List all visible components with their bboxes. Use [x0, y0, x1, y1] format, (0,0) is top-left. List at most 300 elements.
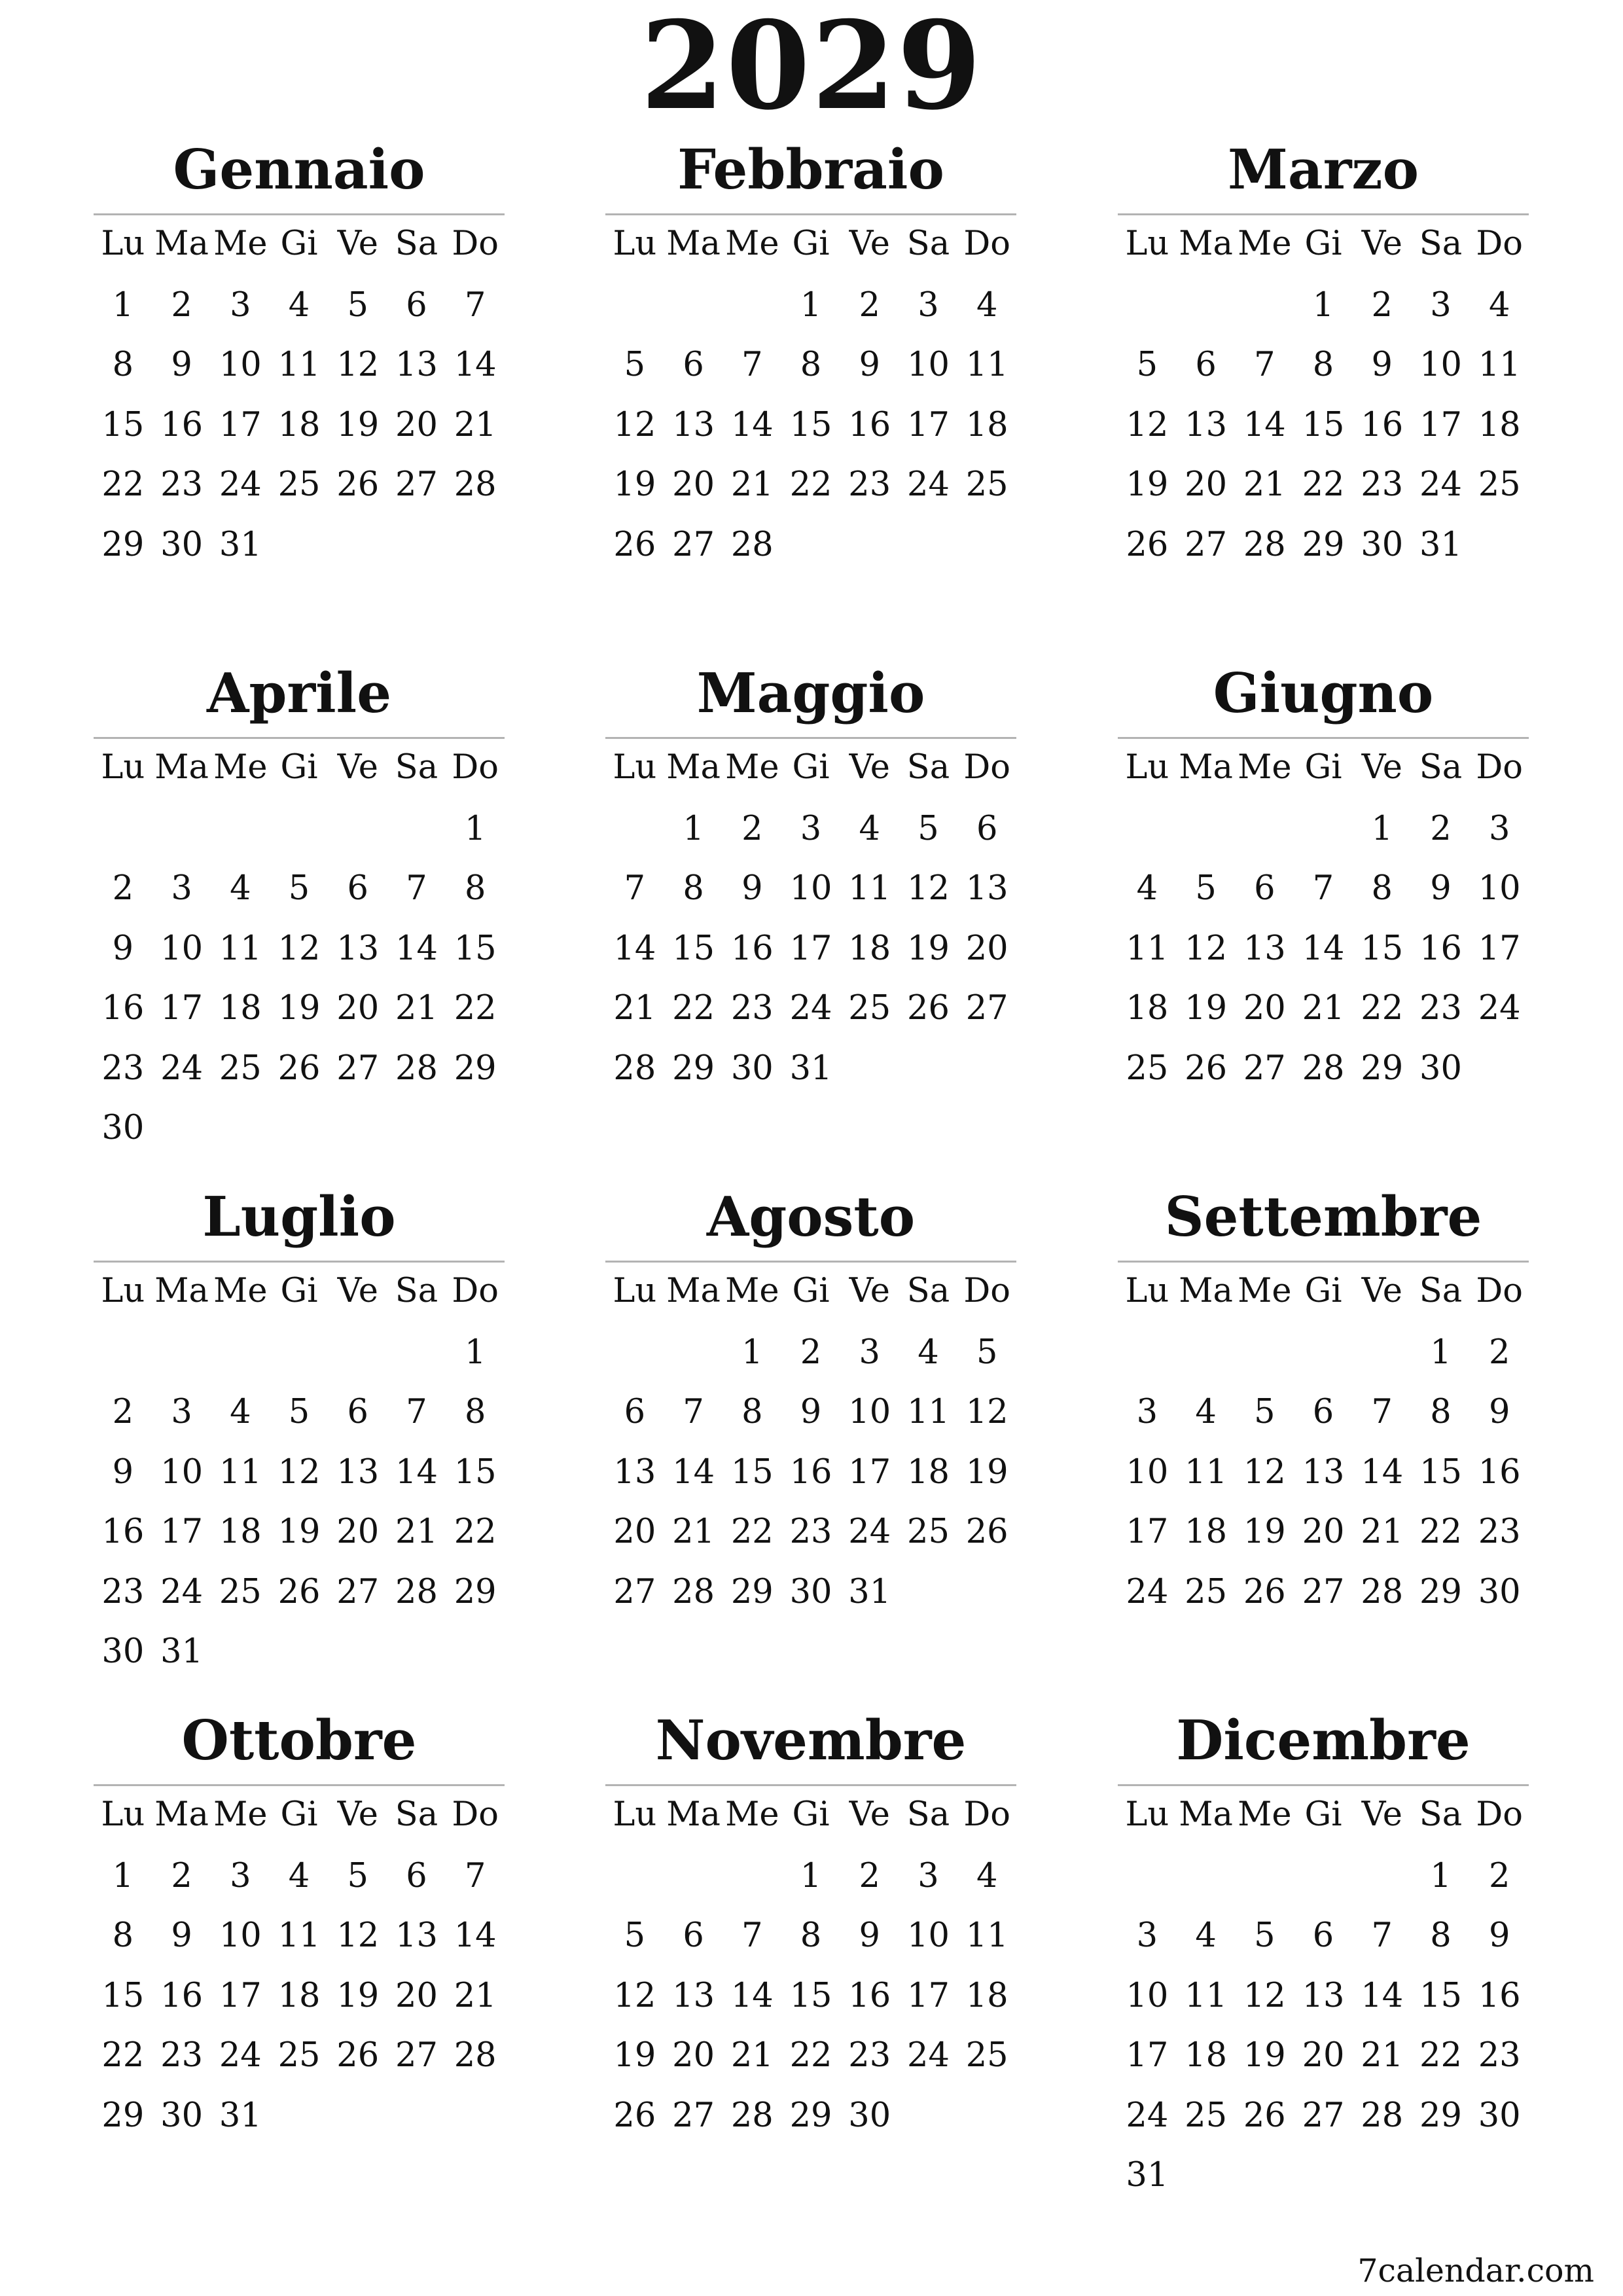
day-cell: 11 — [277, 1916, 321, 1955]
weekday-label: Gi — [1304, 224, 1342, 263]
week-row — [94, 335, 505, 395]
weekday-label: Sa — [395, 224, 438, 263]
day-cell: 9 — [171, 1916, 192, 1955]
day-cell: 29 — [730, 1572, 774, 1611]
empty-day-cell — [722, 1846, 781, 1907]
day-cell: 21 — [454, 1976, 497, 2015]
day-cell: 28 — [395, 1049, 438, 1088]
day-cell: 2 — [171, 285, 192, 325]
day-cell: 4 — [288, 285, 310, 325]
day-cell: 17 — [160, 989, 204, 1028]
week-row — [94, 1846, 505, 1907]
week-row — [94, 276, 505, 336]
day-cell: 8 — [683, 869, 704, 908]
day-cell: 4 — [230, 869, 251, 908]
day-cell: 14 — [395, 1452, 438, 1492]
day-cell: 10 — [219, 346, 262, 384]
day-cell: 19 — [1185, 989, 1228, 1028]
week-row — [1118, 395, 1529, 456]
weekday-label: Ve — [1361, 1795, 1402, 1834]
day-cell: 7 — [741, 346, 763, 384]
weekday-header — [605, 739, 1016, 799]
week-row — [94, 395, 505, 456]
day-cell: 15 — [454, 1452, 497, 1492]
day-cell: 16 — [101, 1513, 145, 1551]
day-cell: 1 — [1312, 285, 1334, 325]
weekday-label: Me — [725, 1795, 779, 1834]
day-cell: 27 — [395, 465, 438, 504]
day-cell: 22 — [1419, 2036, 1462, 2075]
day-cell: 19 — [1243, 1513, 1286, 1551]
weekday-label: Me — [725, 1272, 779, 1310]
week-row — [94, 1622, 505, 1682]
day-cell: 10 — [1419, 346, 1462, 384]
weekday-label: Do — [963, 1272, 1010, 1310]
weekday-label: Lu — [1125, 1795, 1169, 1834]
day-cell: 23 — [160, 2036, 204, 2075]
day-cell: 25 — [1185, 2096, 1228, 2135]
weekday-header — [1118, 215, 1529, 276]
day-cell: 7 — [464, 1856, 486, 1895]
day-cell: 21 — [454, 405, 497, 444]
weekday-label: Ma — [666, 748, 721, 787]
day-cell: 14 — [730, 405, 774, 444]
day-cell: 27 — [965, 989, 1008, 1028]
empty-day-cell — [664, 276, 723, 336]
empty-day-cell — [446, 515, 505, 575]
day-cell: 22 — [454, 989, 497, 1028]
weekday-label: Lu — [613, 1795, 657, 1834]
day-cell: 6 — [347, 869, 368, 908]
empty-day-cell — [387, 799, 446, 859]
day-cell: 17 — [907, 1976, 950, 2015]
month-name: Agosto — [706, 1185, 916, 1249]
empty-day-cell — [152, 1323, 211, 1383]
day-cell: 28 — [730, 2096, 774, 2135]
day-cell: 30 — [1478, 2096, 1521, 2135]
month-name: Novembre — [655, 1708, 967, 1772]
day-cell: 29 — [1302, 525, 1345, 564]
day-cell: 24 — [160, 1572, 204, 1611]
week-row — [94, 1039, 505, 1099]
day-cell: 2 — [741, 809, 763, 848]
day-cell: 18 — [907, 1452, 950, 1492]
day-cell: 12 — [277, 929, 321, 968]
weekday-label: Do — [1476, 1795, 1523, 1834]
empty-day-cell — [211, 1098, 270, 1158]
day-cell: 1 — [1430, 1856, 1452, 1895]
weekday-label: Me — [213, 224, 268, 263]
day-cell: 14 — [730, 1976, 774, 2015]
day-cell: 11 — [965, 346, 1008, 384]
day-cell: 18 — [965, 1976, 1008, 2015]
month-name: Gennaio — [173, 137, 425, 202]
day-cell: 2 — [112, 869, 134, 908]
day-cell: 2 — [859, 1856, 880, 1895]
empty-day-cell — [899, 1562, 958, 1623]
empty-day-cell — [94, 1323, 152, 1383]
day-cell: 20 — [965, 929, 1008, 968]
week-row — [1118, 859, 1529, 919]
day-cell: 12 — [277, 1452, 321, 1492]
day-cell: 3 — [230, 285, 251, 325]
month-gennaio — [94, 131, 505, 575]
day-cell: 30 — [730, 1049, 774, 1088]
day-cell: 29 — [454, 1049, 497, 1088]
month-name: Maggio — [696, 661, 925, 725]
day-cell: 15 — [672, 929, 715, 968]
day-cell: 6 — [976, 809, 998, 848]
weekday-label: Gi — [280, 748, 318, 787]
week-row — [94, 919, 505, 979]
day-cell: 28 — [672, 1572, 715, 1611]
week-row — [1118, 2145, 1529, 2206]
day-cell: 28 — [454, 2036, 497, 2075]
day-cell: 28 — [1243, 525, 1286, 564]
empty-day-cell — [94, 799, 152, 859]
day-cell: 17 — [219, 1976, 262, 2015]
day-cell: 2 — [1430, 809, 1452, 848]
week-row — [605, 859, 1016, 919]
day-cell: 31 — [1419, 525, 1462, 564]
day-cell: 7 — [406, 1393, 427, 1431]
day-cell: 12 — [336, 1916, 380, 1955]
day-cell: 25 — [1478, 465, 1521, 504]
week-row — [605, 2086, 1016, 2146]
day-cell: 25 — [1185, 1572, 1228, 1611]
empty-day-cell — [329, 799, 387, 859]
day-cell: 4 — [288, 1856, 310, 1895]
day-cell: 15 — [1419, 1452, 1462, 1492]
weekday-label: Sa — [1419, 1272, 1463, 1310]
day-cell: 2 — [171, 1856, 192, 1895]
week-row — [1118, 2086, 1529, 2146]
day-cell: 17 — [1419, 405, 1462, 444]
day-cell: 16 — [848, 405, 891, 444]
weekday-label: Gi — [1304, 1795, 1342, 1834]
weekday-label: Ve — [1361, 1272, 1402, 1310]
day-cell: 8 — [800, 346, 822, 384]
weekday-label: Lu — [1125, 748, 1169, 787]
day-cell: 12 — [1243, 1452, 1286, 1492]
day-cell: 8 — [1312, 346, 1334, 384]
empty-day-cell — [387, 1098, 446, 1158]
day-cell: 13 — [1302, 1976, 1345, 2015]
empty-day-cell — [957, 2086, 1016, 2146]
day-cell: 5 — [288, 1393, 310, 1431]
day-cell: 13 — [965, 869, 1008, 908]
day-cell: 18 — [219, 989, 262, 1028]
day-cell: 31 — [219, 525, 262, 564]
week-row — [1118, 1846, 1529, 1907]
week-row — [605, 1562, 1016, 1623]
weekday-label: Sa — [395, 748, 438, 787]
day-cell: 26 — [277, 1572, 321, 1611]
empty-day-cell — [1118, 1323, 1177, 1383]
day-cell: 22 — [1419, 1513, 1462, 1551]
empty-day-cell — [329, 1323, 387, 1383]
empty-day-cell — [270, 2086, 329, 2146]
day-cell: 28 — [395, 1572, 438, 1611]
day-cell: 6 — [406, 1856, 427, 1895]
day-cell: 30 — [789, 1572, 832, 1611]
day-cell: 26 — [1185, 1049, 1228, 1088]
day-cell: 5 — [1254, 1393, 1275, 1431]
weekday-label: Me — [1238, 224, 1292, 263]
day-cell: 9 — [1371, 346, 1393, 384]
day-cell: 19 — [277, 1513, 321, 1551]
day-cell: 28 — [1361, 1572, 1404, 1611]
empty-day-cell — [664, 1846, 723, 1907]
empty-day-cell — [1177, 1323, 1236, 1383]
empty-day-cell — [1294, 1846, 1353, 1907]
day-cell: 29 — [101, 2096, 145, 2135]
day-cell: 24 — [1419, 465, 1462, 504]
day-cell: 21 — [1361, 1513, 1404, 1551]
day-cell: 20 — [395, 1976, 438, 2015]
weekday-label: Do — [452, 748, 499, 787]
weekday-label: Lu — [1125, 224, 1169, 263]
empty-day-cell — [605, 1323, 664, 1383]
day-cell: 23 — [1361, 465, 1404, 504]
weekday-label: Do — [1476, 224, 1523, 263]
week-row — [94, 799, 505, 859]
day-cell: 7 — [1254, 346, 1275, 384]
week-row — [94, 1323, 505, 1383]
day-cell: 3 — [1136, 1393, 1158, 1431]
weekday-label: Gi — [280, 1795, 318, 1834]
day-cell: 1 — [1430, 1333, 1452, 1372]
day-cell: 31 — [1126, 2156, 1169, 2195]
day-cell: 19 — [965, 1452, 1008, 1492]
empty-day-cell — [152, 799, 211, 859]
day-cell: 19 — [336, 405, 380, 444]
weekday-label: Lu — [101, 1272, 145, 1310]
month-name: Marzo — [1228, 137, 1419, 202]
day-cell: 2 — [1371, 285, 1393, 325]
empty-day-cell — [329, 2086, 387, 2146]
day-cell: 23 — [160, 465, 204, 504]
day-cell: 30 — [160, 2096, 204, 2135]
weekday-label: Gi — [1304, 748, 1342, 787]
day-cell: 16 — [1478, 1452, 1521, 1492]
day-cell: 7 — [741, 1916, 763, 1955]
day-cell: 27 — [672, 525, 715, 564]
empty-day-cell — [270, 1622, 329, 1682]
day-cell: 20 — [336, 1513, 380, 1551]
day-cell: 15 — [101, 405, 145, 444]
weekday-label: Sa — [906, 1272, 950, 1310]
day-cell: 11 — [1478, 346, 1521, 384]
day-cell: 20 — [672, 2036, 715, 2075]
day-cell: 20 — [1302, 1513, 1345, 1551]
day-cell: 16 — [1478, 1976, 1521, 2015]
day-cell: 3 — [918, 1856, 939, 1895]
day-cell: 29 — [1419, 1572, 1462, 1611]
weekday-label: Ve — [849, 748, 890, 787]
empty-day-cell — [605, 276, 664, 336]
day-cell: 16 — [1361, 405, 1404, 444]
empty-day-cell — [1470, 515, 1529, 575]
day-cell: 27 — [613, 1572, 656, 1611]
day-cell: 30 — [1478, 1572, 1521, 1611]
day-cell: 23 — [1478, 2036, 1521, 2075]
day-cell: 5 — [624, 346, 646, 384]
day-cell: 6 — [683, 346, 704, 384]
day-cell: 19 — [277, 989, 321, 1028]
day-cell: 19 — [1243, 2036, 1286, 2075]
day-cell: 21 — [1243, 465, 1286, 504]
day-cell: 12 — [613, 1976, 656, 2015]
day-cell: 1 — [464, 1333, 486, 1372]
day-cell: 14 — [672, 1452, 715, 1492]
day-cell: 19 — [336, 1976, 380, 2015]
week-row — [1118, 1906, 1529, 1966]
month-aprile — [94, 655, 505, 1158]
weekday-label: Gi — [280, 224, 318, 263]
day-cell: 22 — [672, 989, 715, 1028]
weekday-label: Ma — [666, 1795, 721, 1834]
month-agosto — [605, 1178, 1016, 1622]
day-cell: 18 — [1126, 989, 1169, 1028]
month-febbraio — [605, 131, 1016, 575]
day-cell: 29 — [454, 1572, 497, 1611]
weekday-header — [1118, 1786, 1529, 1846]
day-cell: 5 — [918, 809, 939, 848]
day-cell: 1 — [112, 1856, 134, 1895]
day-cell: 15 — [454, 929, 497, 968]
weekday-label: Do — [1476, 1272, 1523, 1310]
empty-day-cell — [270, 515, 329, 575]
day-cell: 2 — [800, 1333, 822, 1372]
day-cell: 25 — [219, 1049, 262, 1088]
month-name: Settembre — [1164, 1185, 1482, 1249]
week-row — [94, 1098, 505, 1158]
day-cell: 28 — [613, 1049, 656, 1088]
weekday-label: Gi — [792, 1795, 830, 1834]
day-cell: 31 — [160, 1632, 204, 1671]
week-row — [605, 799, 1016, 859]
weekday-label: Do — [1476, 748, 1523, 787]
day-cell: 21 — [1361, 2036, 1404, 2075]
week-row — [605, 1502, 1016, 1562]
month-marzo — [1118, 131, 1529, 575]
empty-day-cell — [270, 799, 329, 859]
week-row — [1118, 1502, 1529, 1562]
day-cell: 25 — [1126, 1049, 1169, 1088]
day-cell: 13 — [1185, 405, 1228, 444]
day-cell: 10 — [1478, 869, 1521, 908]
day-cell: 23 — [789, 1513, 832, 1551]
week-row — [605, 335, 1016, 395]
day-cell: 26 — [277, 1049, 321, 1088]
day-cell: 23 — [101, 1572, 145, 1611]
day-cell: 10 — [160, 929, 204, 968]
day-cell: 30 — [160, 525, 204, 564]
day-cell: 7 — [1312, 869, 1334, 908]
day-cell: 9 — [800, 1393, 822, 1431]
day-cell: 15 — [101, 1976, 145, 2015]
day-cell: 6 — [624, 1393, 646, 1431]
day-cell: 9 — [859, 346, 880, 384]
day-cell: 24 — [907, 2036, 950, 2075]
day-cell: 17 — [219, 405, 262, 444]
empty-day-cell — [605, 799, 664, 859]
day-cell: 6 — [347, 1393, 368, 1431]
weekday-label: Me — [725, 748, 779, 787]
empty-day-cell — [1470, 2145, 1529, 2206]
day-cell: 22 — [1302, 465, 1345, 504]
day-cell: 3 — [230, 1856, 251, 1895]
weekday-label: Me — [1238, 748, 1292, 787]
day-cell: 18 — [1185, 1513, 1228, 1551]
weekday-label: Do — [452, 224, 499, 263]
day-cell: 7 — [683, 1393, 704, 1431]
day-cell: 11 — [907, 1393, 950, 1431]
day-cell: 13 — [1302, 1452, 1345, 1492]
day-cell: 9 — [112, 1452, 134, 1492]
weekday-label: Sa — [906, 748, 950, 787]
week-row — [1118, 799, 1529, 859]
day-cell: 4 — [1488, 285, 1510, 325]
empty-day-cell — [387, 1622, 446, 1682]
weekday-label: Ma — [666, 1272, 721, 1310]
empty-day-cell — [1177, 799, 1236, 859]
month-dicembre — [1118, 1702, 1529, 2206]
day-cell: 18 — [219, 1513, 262, 1551]
empty-day-cell — [1177, 276, 1236, 336]
day-cell: 26 — [613, 525, 656, 564]
day-cell: 11 — [277, 346, 321, 384]
week-row — [605, 276, 1016, 336]
day-cell: 30 — [101, 1632, 145, 1671]
day-cell: 9 — [1430, 869, 1452, 908]
weekday-label: Sa — [906, 224, 950, 263]
empty-day-cell — [211, 1622, 270, 1682]
day-cell: 11 — [1126, 929, 1169, 968]
week-row — [605, 1039, 1016, 1099]
day-cell: 4 — [230, 1393, 251, 1431]
empty-day-cell — [329, 515, 387, 575]
day-cell: 27 — [336, 1572, 380, 1611]
day-cell: 17 — [848, 1452, 891, 1492]
day-cell: 28 — [730, 525, 774, 564]
day-cell: 13 — [336, 929, 380, 968]
day-cell: 21 — [395, 989, 438, 1028]
day-cell: 30 — [848, 2096, 891, 2135]
week-row — [94, 2026, 505, 2086]
weekday-label: Gi — [792, 224, 830, 263]
day-cell: 13 — [336, 1452, 380, 1492]
day-cell: 14 — [1361, 1976, 1404, 2015]
week-row — [1118, 515, 1529, 575]
empty-day-cell — [387, 1323, 446, 1383]
day-cell: 3 — [1488, 809, 1510, 848]
day-cell: 15 — [789, 1976, 832, 2015]
day-cell: 24 — [1126, 2096, 1169, 2135]
day-cell: 12 — [907, 869, 950, 908]
day-cell: 9 — [1488, 1916, 1510, 1955]
week-row — [605, 1966, 1016, 2026]
empty-day-cell — [1294, 2145, 1353, 2206]
day-cell: 15 — [789, 405, 832, 444]
day-cell: 9 — [859, 1916, 880, 1955]
day-cell: 26 — [907, 989, 950, 1028]
day-cell: 18 — [1185, 2036, 1228, 2075]
day-cell: 16 — [848, 1976, 891, 2015]
weekday-header — [605, 215, 1016, 276]
day-cell: 13 — [395, 346, 438, 384]
